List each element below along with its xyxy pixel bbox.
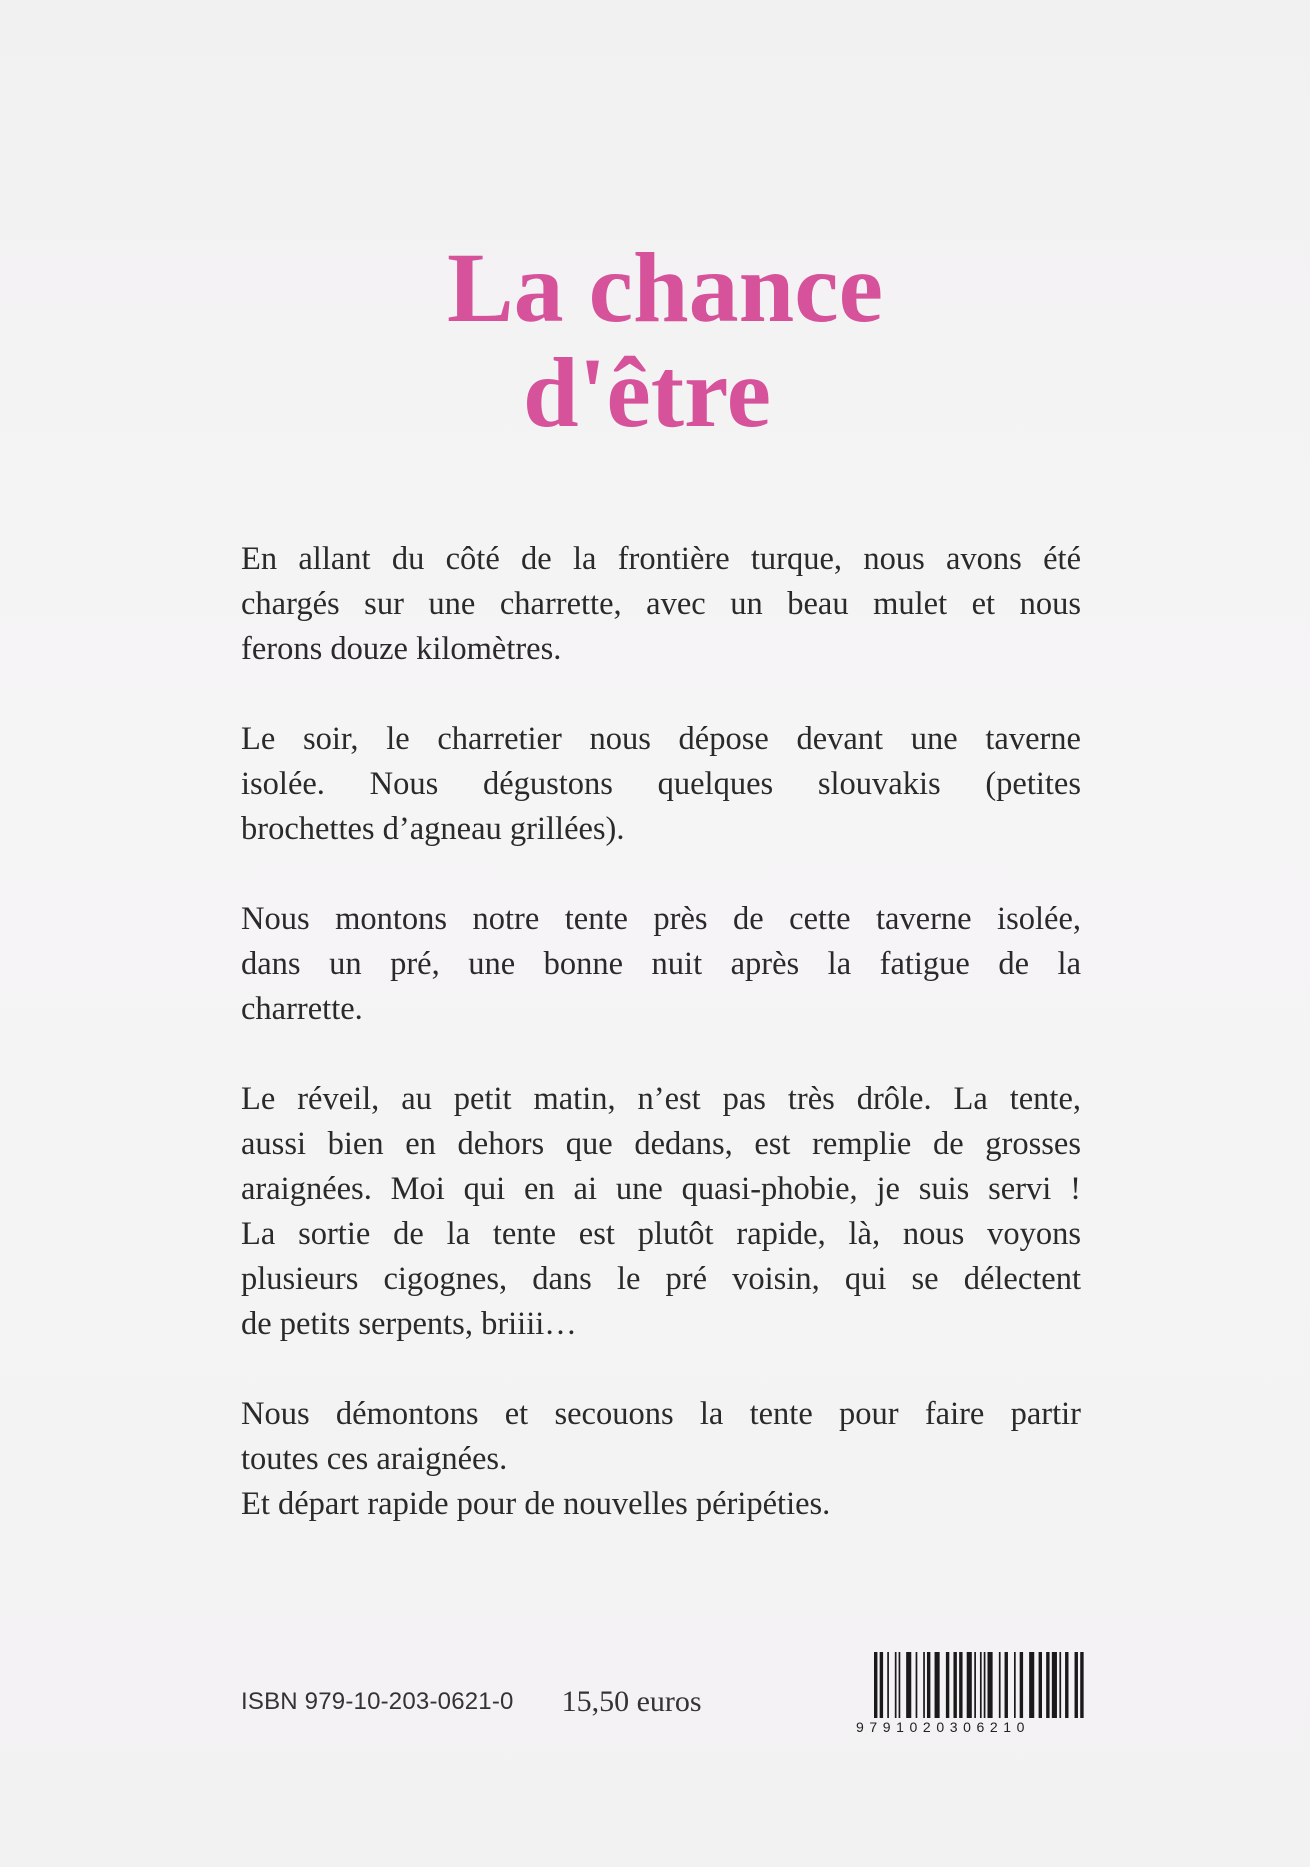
barcode-bar	[887, 1652, 889, 1718]
blurb-line: Et départ rapide pour de nouvelles péripéties.	[241, 1486, 831, 1522]
barcode-bar	[906, 1652, 911, 1718]
price: 15,50 euros	[561, 1685, 702, 1718]
barcode-bar	[923, 1652, 925, 1718]
barcode-bar	[899, 1652, 901, 1718]
blurb-line: charrette.	[241, 991, 363, 1027]
blurb-line: En allant du côté de la frontière turque, nous avons été	[241, 541, 1081, 577]
barcode-bar	[1029, 1652, 1034, 1718]
barcode-bar	[895, 1652, 897, 1718]
barcode-bar	[1046, 1652, 1049, 1718]
blurb-paragraph-4	[241, 1077, 1081, 1347]
barcode-bar	[984, 1652, 986, 1718]
barcode-bar	[916, 1652, 918, 1718]
barcode-bar	[946, 1652, 949, 1718]
barcode-bar	[953, 1652, 956, 1718]
blurb-line: Le soir, le charretier nous dépose devant une taverne	[241, 721, 1081, 757]
blurb-line: de petits serpents, briiii…	[241, 1306, 577, 1342]
blurb-line: ferons douze kilomètres.	[241, 631, 562, 667]
barcode-bar	[927, 1652, 930, 1718]
blurb-paragraph-3	[241, 897, 1081, 1032]
barcode-bar	[974, 1652, 976, 1718]
book-title-line-2: d'être	[522, 337, 772, 448]
barcode-bars-icon	[874, 1652, 1084, 1718]
barcode-bar	[1014, 1652, 1016, 1718]
cover-footer	[241, 1682, 702, 1722]
barcode-digits: 9791020306210	[856, 1719, 1031, 1735]
blurb-line: dans un pré, une bonne nuit après la fatigue de la	[241, 946, 1081, 982]
barcode-bar	[1005, 1652, 1008, 1718]
blurb-paragraph-2	[241, 717, 1081, 852]
blurb-line: brochettes d’agneau grillées).	[241, 811, 625, 847]
blurb-line: chargés sur une charrette, avec un beau mulet et nous	[241, 586, 1081, 622]
barcode-bar	[980, 1652, 982, 1718]
barcode-bar	[880, 1652, 883, 1718]
barcode-bar	[959, 1652, 962, 1718]
barcode-bar	[1020, 1652, 1023, 1718]
barcode-bar	[988, 1652, 993, 1718]
blurb	[241, 537, 1081, 1572]
barcode-bar	[1059, 1652, 1061, 1718]
blurb-line: Nous démontons et secouons la tente pour faire partir	[241, 1396, 1081, 1432]
blurb-line: toutes ces araignées.	[241, 1441, 508, 1477]
barcode-bar	[1080, 1652, 1083, 1718]
blurb-paragraph-5	[241, 1392, 1081, 1527]
barcode-bar	[967, 1652, 972, 1718]
blurb-line: La sortie de la tente est plutôt rapide, là, nous voyons	[241, 1216, 1081, 1252]
blurb-line: Le réveil, au petit matin, n’est pas très drôle. La tente,	[241, 1081, 1081, 1117]
barcode-bar	[999, 1652, 1001, 1718]
blurb-line: aussi bien en dehors que dedans, est remplie de grosses	[241, 1126, 1081, 1162]
isbn-number: ISBN 979-10-203-0621-0	[241, 1688, 514, 1715]
barcode-bar	[935, 1652, 940, 1718]
barcode	[856, 1652, 1086, 1738]
barcode-bar	[1065, 1652, 1068, 1718]
blurb-line: isolée. Nous dégustons quelques slouvakis (petites	[241, 766, 1081, 802]
blurb-line: araignées. Moi qui en ai une quasi-phobie, je suis servi !	[241, 1171, 1081, 1207]
blurb-line: plusieurs cigognes, dans le pré voisin, qui se délectent	[241, 1261, 1081, 1297]
barcode-bar	[1075, 1652, 1078, 1718]
blurb-line: Nous montons notre tente près de cette taverne isolée,	[241, 901, 1081, 937]
barcode-bar	[1052, 1652, 1057, 1718]
blurb-paragraph-1	[241, 537, 1081, 672]
barcode-bar	[1039, 1652, 1042, 1718]
book-title-line-1: La chance	[446, 232, 884, 343]
barcode-bar	[874, 1652, 877, 1718]
